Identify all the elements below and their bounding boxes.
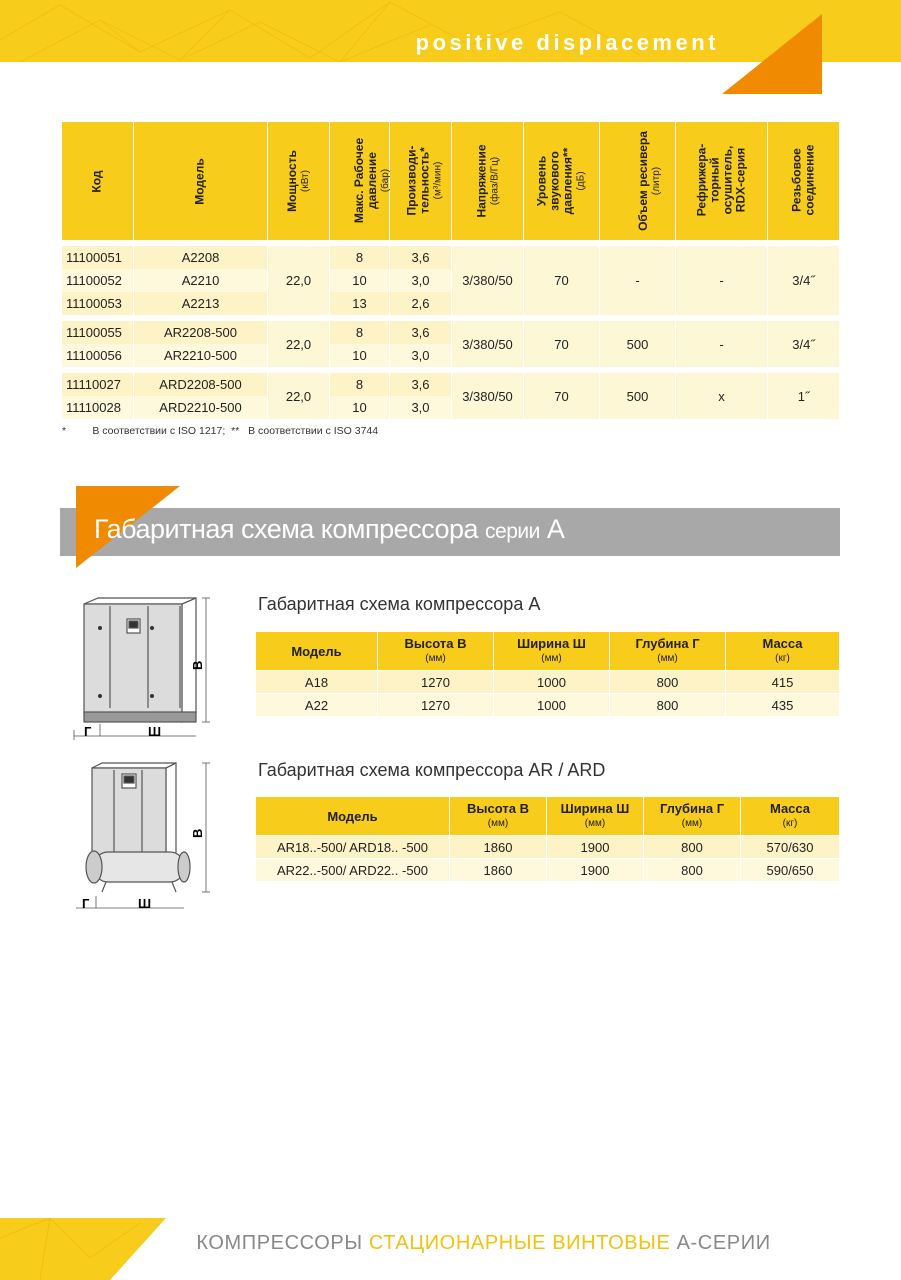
cell-thread: 1˝ — [768, 373, 840, 419]
footer-title: КОМПРЕССОРЫ СТАЦИОНАРНЫЕ ВИНТОВЫЕ А-СЕРИИ — [196, 1232, 771, 1254]
cell-pressure: 10 — [330, 269, 390, 292]
cell-capacity: 3,0 — [390, 269, 452, 292]
compressor-ar-drawing — [72, 760, 242, 920]
dim-label-h: В — [190, 660, 205, 670]
table-row: AR18..-500/ ARD18.. -500 1860 1900 800 570/630 — [256, 835, 840, 858]
table-row: A22 1270 1000 800 435 — [256, 693, 840, 716]
col-pressure: Макс. Рабочее давление (бар) — [330, 122, 390, 240]
cell-model: AR2208-500 — [134, 321, 268, 344]
cell-capacity: 3,6 — [390, 246, 452, 269]
cell-pressure: 8 — [330, 246, 390, 269]
cell-pressure: 13 — [330, 292, 390, 315]
cell-model: AR2210-500 — [134, 344, 268, 367]
col-sound: Уровень звукового давления** (дБ) — [524, 122, 600, 240]
cell-dryer: - — [676, 246, 768, 315]
header-title: positive displacement — [415, 30, 719, 55]
cell-thread: 3/4˝ — [768, 321, 840, 367]
scheme-ar-table — [256, 797, 840, 881]
table-row: AR22..-500/ ARD22.. -500 1860 1900 800 590/650 — [256, 858, 840, 881]
section-title: Габаритная схема компрессора серии A — [94, 514, 565, 544]
col-width: Ширина Ш (мм) — [494, 632, 610, 670]
dim-header-row — [256, 797, 840, 835]
cell-pressure: 10 — [330, 344, 390, 367]
col-height: Высота В (мм) — [378, 632, 494, 670]
cell-pressure: 8 — [330, 321, 390, 344]
spec-table — [62, 122, 840, 419]
cell-code: 11100055 — [62, 321, 134, 344]
col-model: Модель — [256, 632, 378, 670]
cell-receiver: 500 — [600, 373, 676, 419]
cell-power: 22,0 — [268, 246, 330, 315]
col-depth: Глубина Г (мм) — [610, 632, 726, 670]
scheme-a-title: Габаритная схема компрессора A — [258, 594, 541, 614]
table-row: A18 1270 1000 800 415 — [256, 670, 840, 693]
col-code: Код — [62, 122, 134, 240]
cell-dryer: x — [676, 373, 768, 419]
cell-voltage: 3/380/50 — [452, 373, 524, 419]
cell-thread: 3/4˝ — [768, 246, 840, 315]
cell-pressure: 10 — [330, 396, 390, 419]
col-model: Модель — [134, 122, 268, 240]
cell-model: ARD2210-500 — [134, 396, 268, 419]
cell-capacity: 3,6 — [390, 373, 452, 396]
cell-sound: 70 — [524, 246, 600, 315]
cell-model: A2208 — [134, 246, 268, 269]
cell-voltage: 3/380/50 — [452, 246, 524, 315]
cell-model: A2213 — [134, 292, 268, 315]
cell-code: 11100056 — [62, 344, 134, 367]
col-mass: Масса (кг) — [741, 797, 840, 835]
cell-code: 11110027 — [62, 373, 134, 396]
cell-model: ARD2208-500 — [134, 373, 268, 396]
dim-label-w: Ш — [138, 896, 152, 911]
cell-code: 11100052 — [62, 269, 134, 292]
table-row — [62, 321, 840, 344]
cell-capacity: 2,6 — [390, 292, 452, 315]
cell-code: 11100051 — [62, 246, 134, 269]
dim-label-d: Г — [82, 896, 90, 911]
cell-capacity: 3,0 — [390, 344, 452, 367]
scheme-ar-title: Габаритная схема компрессора AR / ARD — [258, 760, 606, 780]
footnote: * В соответствии с ISO 1217; ** В соответствии с ISO 3744 — [62, 425, 379, 437]
cell-model: A2210 — [134, 269, 268, 292]
cell-receiver: 500 — [600, 321, 676, 367]
table-row — [62, 246, 840, 269]
dim-label-d: Г — [84, 724, 92, 739]
cell-sound: 70 — [524, 321, 600, 367]
dim-label-w: Ш — [148, 724, 162, 739]
cell-dryer: - — [676, 321, 768, 367]
cell-capacity: 3,6 — [390, 321, 452, 344]
dim-label-h: В — [190, 828, 205, 838]
spec-header-row — [62, 122, 840, 240]
col-mass: Масса (кг) — [726, 632, 840, 670]
compressor-a-drawing — [72, 594, 242, 744]
cell-sound: 70 — [524, 373, 600, 419]
dim-header-row — [256, 632, 840, 670]
col-height: Высота В (мм) — [450, 797, 547, 835]
scheme-a-table — [256, 632, 840, 716]
col-receiver: Объем ресивера (литр) — [600, 122, 676, 240]
col-power: Мощность (кВт) — [268, 122, 330, 240]
cell-power: 22,0 — [268, 373, 330, 419]
col-model: Модель — [256, 797, 450, 835]
cell-code: 11110028 — [62, 396, 134, 419]
header-triangle — [722, 14, 822, 94]
col-thread: Резьбовое соединение — [768, 122, 840, 240]
col-width: Ширина Ш (мм) — [547, 797, 644, 835]
col-capacity: Производи- тельность* (м³/мин) — [390, 122, 452, 240]
cell-capacity: 3,0 — [390, 396, 452, 419]
col-depth: Глубина Г (мм) — [644, 797, 741, 835]
cell-code: 11100053 — [62, 292, 134, 315]
cell-pressure: 8 — [330, 373, 390, 396]
col-voltage: Напряжение (фаз/В/Гц) — [452, 122, 524, 240]
table-row — [62, 373, 840, 396]
cell-receiver: - — [600, 246, 676, 315]
col-dryer: Рефрижера- торный осушитель, RDX-серия — [676, 122, 768, 240]
cell-power: 22,0 — [268, 321, 330, 367]
cell-voltage: 3/380/50 — [452, 321, 524, 367]
